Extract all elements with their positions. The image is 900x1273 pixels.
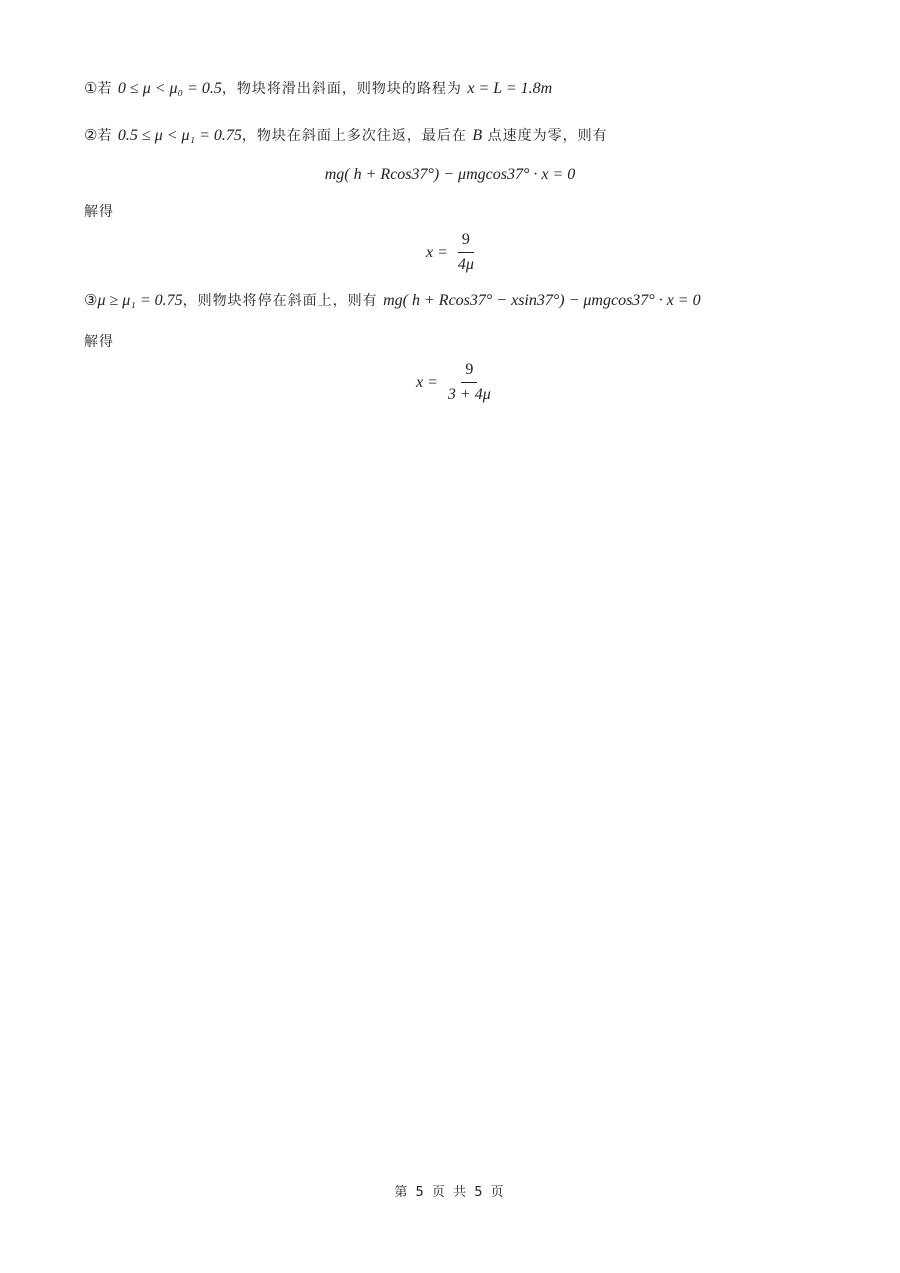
case-1-line xyxy=(84,77,552,100)
case-2-solve-label: 解得 xyxy=(84,204,114,220)
case-2-prefix: 若 xyxy=(97,128,118,144)
case-3-solve-label: 解得 xyxy=(84,334,114,350)
case-1-condition: 0 ≤ μ < μ₀ = 0.5 xyxy=(117,80,222,97)
case-3-answer-lhs: x = xyxy=(416,373,438,391)
case-2-point: B xyxy=(472,127,483,144)
case-2-condition: 0.5 ≤ μ < μ₁ = 0.75 xyxy=(117,127,242,144)
case-3-line xyxy=(84,289,701,312)
case-3-condition: μ ≥ μ₁ = 0.75 xyxy=(97,292,183,309)
case-2-text-b: 点速度为零，则有 xyxy=(482,128,608,144)
case-1-marker: ① xyxy=(84,79,98,97)
case-2-answer-numerator: 9 xyxy=(458,230,474,253)
case-3-answer-denominator: 3 + 4μ xyxy=(447,386,491,403)
case-1-result: x = L = 1.8m xyxy=(467,80,553,97)
case-3-text: ，则物块将停在斜面上，则有 xyxy=(182,293,384,309)
case-2-line xyxy=(84,124,608,147)
case-2-answer xyxy=(426,230,478,275)
case-3-marker: ③ xyxy=(84,291,98,309)
case-2-equation: mg( h + Rcos37°) − μmgcos37° · x = 0 xyxy=(324,166,576,183)
case-2-answer-lhs: x = xyxy=(426,243,448,261)
case-1-text: ，物块将滑出斜面，则物块的路程为 xyxy=(221,81,468,97)
case-3-answer xyxy=(416,360,495,405)
case-2-answer-fraction xyxy=(454,230,478,275)
case-3-answer-fraction xyxy=(444,360,495,405)
case-1-prefix: 若 xyxy=(97,81,118,97)
case-2-text-a: ，物块在斜面上多次往返，最后在 xyxy=(241,128,473,144)
case-2-answer-denominator: 4μ xyxy=(457,256,474,273)
case-3-answer-numerator: 9 xyxy=(461,360,477,383)
case-2-marker: ② xyxy=(84,126,98,144)
page-footer: 第 5 页 共 5 页 xyxy=(394,1185,506,1200)
case-3-equation: mg( h + Rcos37° − xsin37°) − μmgcos37° · x = 0 xyxy=(383,292,701,309)
